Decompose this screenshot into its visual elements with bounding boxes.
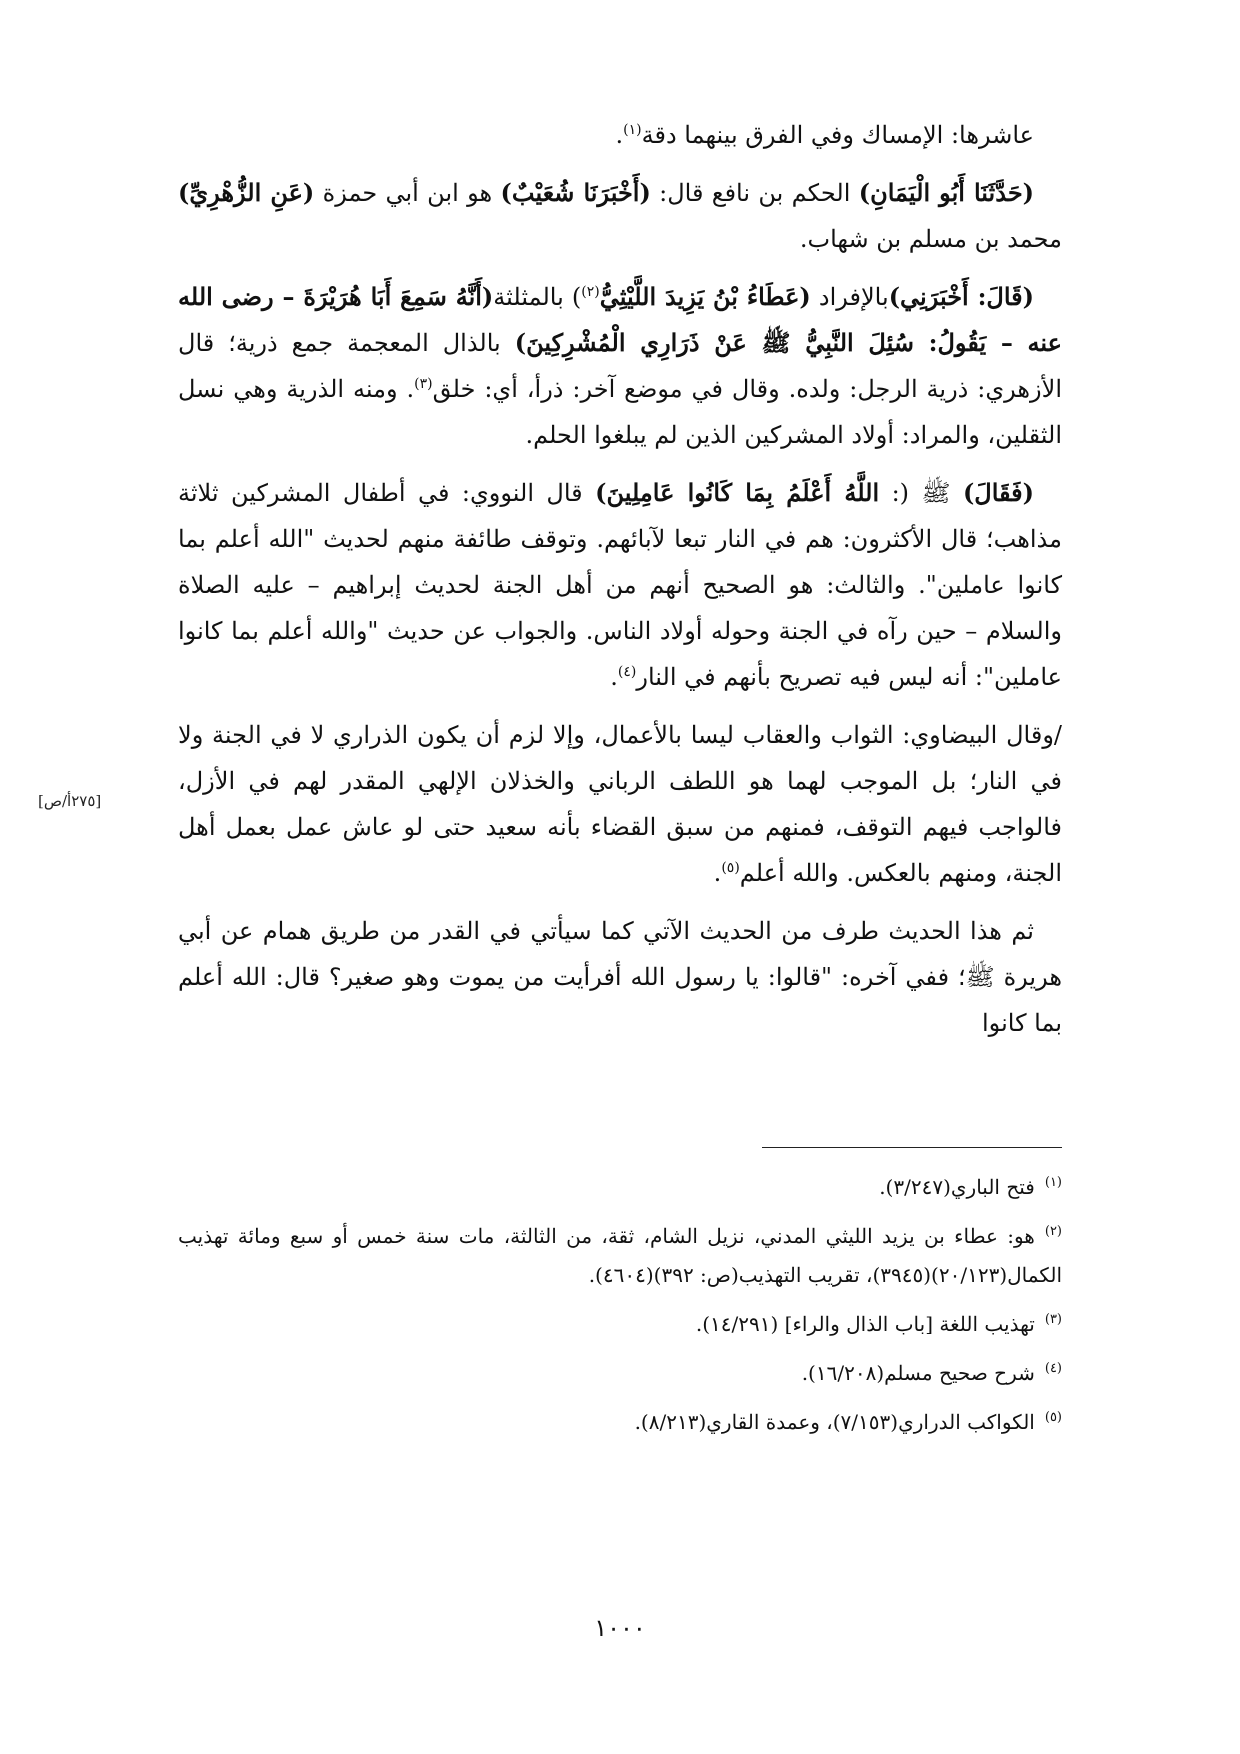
footnote-text: فتح الباري(٣/٢٤٧). (879, 1175, 1035, 1199)
footnote-reference[interactable]: (٤) (617, 664, 637, 680)
commentary-text: ثم هذا الحديث طرف من الحديث الآتي كما سيأتي في القدر من طريق همام عن أبي هريرة ﷺ؛ ففي آخره: "قالوا: يا رسول الله أفرأيت من يموت وهو صغير؟ قال: الله أعلم بما كانوا (178, 917, 1062, 1037)
commentary-text: . (713, 859, 722, 887)
footnote-reference[interactable]: (١) (623, 122, 642, 138)
footnote-item (178, 1354, 1062, 1393)
hadith-text: (قَالَ: أَخْبَرَنِي) (888, 282, 1035, 311)
commentary-text: بالذال المعجمة جمع ذرية؛ قال الأزهري: ذرية الرجل: ولده. وقال في موضع آخر: ذرأ، أي: خلق (178, 329, 1063, 403)
commentary-text: محمد بن مسلم بن شهاب. (799, 225, 1062, 253)
commentary-text: . (615, 121, 624, 149)
footnote-item (178, 1403, 1062, 1442)
commentary-text: بالإفراد (810, 283, 889, 311)
hadith-text: (أَخْبَرَنَا شُعَيْبٌ) (500, 178, 651, 207)
hadith-text: (فَقَالَ) (962, 478, 1035, 507)
footnote-number: (٤) (1044, 1361, 1062, 1377)
footnote-text: تهذيب اللغة [باب الذال والراء] (١٤/٢٩١). (695, 1312, 1035, 1336)
commentary-text: هو ابن أبي حمزة (314, 179, 501, 207)
footnote-text: هو: عطاء بن يزيد الليثي المدني، نزيل الشام، ثقة، من الثالثة، مات سنة خمس أو سبع ومائة تهذيب الكمال(٢٠/١٢٣)(٣٩٤٥)، تقريب التهذيب(ص: ٣٩٢)(٤٦٠٤). (178, 1224, 1062, 1287)
paragraph-p4 (178, 470, 1062, 700)
footnote-text: شرح صحيح مسلم(١٦/٢٠٨). (801, 1361, 1035, 1385)
manuscript-folio-note: [٢٧٥أ/ص] (38, 792, 102, 810)
footnote-number: (١) (1044, 1175, 1062, 1191)
commentary-text: الحكم بن نافع قال: (650, 179, 859, 207)
hadith-text: (حَدَّثَنَا أَبُو الْيَمَانِ) (858, 178, 1035, 207)
paragraph-p3 (178, 274, 1062, 458)
commentary-text: ) بالمثلثة (493, 283, 582, 311)
footnote-reference[interactable]: (٥) (721, 860, 740, 876)
footnote-separator (762, 1147, 1062, 1148)
hadith-text: (أَنَّهُ سَمِعَ أَبَا هُرَيْرَةَ – رضى الله عنه – يَقُولُ: سُئِلَ النَّبِيُّ ﷺ عَنْ ذَرَارِي الْمُشْرِكِينَ) (178, 282, 1062, 357)
commentary-text: قال النووي: في أطفال المشركين ثلاثة مذاهب؛ قال الأكثرون: هم في النار تبعا لآبائهم. وتوقف طائفة منهم لحديث "الله أعلم بما كانوا عاملين". والثالث: هو الصحيح أنهم من أهل الجنة لحديث إبراهيم – عليه الصلاة والسلام – حين رآه في الجنة وحوله أولاد الناس. والجواب عن حديث "والله أعلم بما كانوا عاملين": أنه ليس فيه تصريح بأنهم في النار (178, 479, 1062, 691)
footnote-item (178, 1305, 1062, 1344)
footnote-text: الكواكب الدراري(٧/١٥٣)، وعمدة القاري(٨/٢١٣). (634, 1410, 1035, 1434)
page-number: ١٠٠٠ (594, 1614, 646, 1642)
hadith-text: (عَطَاءُ بْنُ يَزِيدَ اللَّيْثِيُّ (599, 282, 811, 311)
paragraph-p6 (178, 908, 1062, 1046)
main-body-text (178, 112, 1062, 1058)
paragraph-p1 (178, 112, 1062, 158)
commentary-text: /وقال البيضاوي: الثواب والعقاب ليسا بالأعمال، وإلا لزم أن يكون الذراري لا في الجنة ولا في النار؛ بل الموجب لهما هو اللطف الرباني والخذلان الإلهي المقدر لهم في الأزل، فالواجب فيهم التوقف، فمنهم من سبق القضاء بأنه سعيد حتى لو عاش عمل بعمل أهل الجنة، ومنهم بالعكس. والله أعلم (178, 721, 1063, 887)
footnote-number: (٢) (1044, 1224, 1062, 1240)
paragraph-p5 (178, 712, 1062, 896)
hadith-text: اللَّهُ أَعْلَمُ بِمَا كَانُوا عَامِلِينَ) (595, 478, 880, 507)
footnotes-section (178, 1168, 1062, 1452)
footnote-number: (٥) (1044, 1410, 1062, 1426)
commentary-text: ﷺ (: (879, 479, 963, 507)
commentary-text: . (610, 663, 618, 691)
commentary-text: . ومنه الذرية وهي نسل الثقلين، والمراد: أولاد المشركين الذين لم يبلغوا الحلم. (178, 375, 1062, 449)
footnote-number: (٣) (1044, 1312, 1062, 1328)
paragraph-p2 (178, 170, 1062, 262)
footnote-reference[interactable]: (٢) (581, 284, 600, 300)
footnote-reference[interactable]: (٣) (414, 376, 433, 392)
footnote-item (178, 1217, 1062, 1295)
commentary-text: عاشرها: الإمساك وفي الفرق بينهما دقة (641, 121, 1034, 149)
hadith-text: (عَنِ الزُّهْرِيِّ) (178, 178, 315, 207)
footnote-item (178, 1168, 1062, 1207)
